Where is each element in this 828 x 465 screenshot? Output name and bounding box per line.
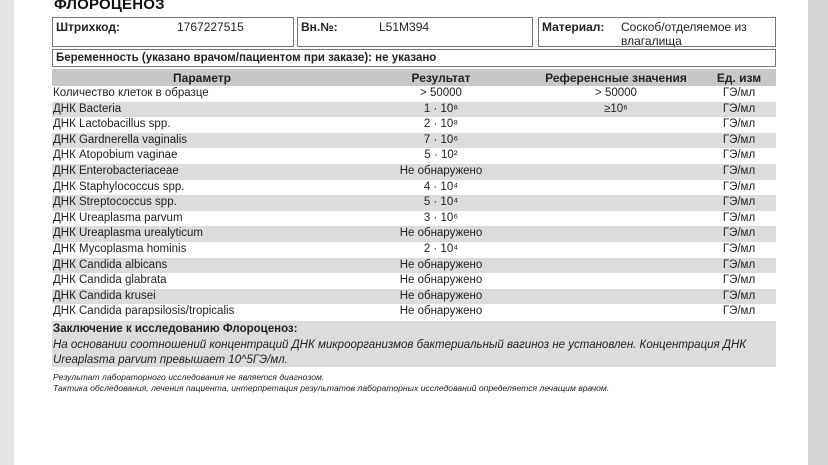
table-row (52, 273, 776, 289)
row-unit: ГЭ/мл (722, 305, 756, 318)
row-parameter: ДНК Atopobium vaginae (53, 149, 178, 162)
row-parameter: ДНК Lactobacillus spp. (53, 118, 171, 131)
row-result: 4 · 10⁴ (423, 180, 459, 193)
material-value-line1: Соскоб/отделяемое из (621, 20, 747, 34)
row-reference: > 50000 (595, 87, 637, 99)
table-row (52, 117, 776, 133)
row-parameter: ДНК Candida krusei (52, 289, 352, 305)
row-reference (530, 180, 702, 196)
barcode-label: Штрихкод: (56, 20, 120, 34)
row-reference (530, 117, 702, 133)
disclaimer-line2: Тактика обследования, лечения пациента, интерпретация результатов лабораторных исследований определяется лечащим врачом. (53, 383, 610, 393)
row-unit: ГЭ/мл (702, 164, 776, 180)
internal-number-box (297, 17, 533, 47)
row-unit: ГЭ/мл (702, 289, 776, 305)
row-parameter: ДНК Enterobacteriaceae (52, 164, 352, 180)
conclusion-block (52, 321, 776, 367)
row-reference (530, 258, 702, 274)
row-reference (530, 273, 702, 289)
table-row (52, 242, 776, 258)
row-parameter: ДНК Candida albicans (52, 258, 352, 274)
material-label: Материал: (542, 20, 605, 34)
row-reference (530, 164, 702, 180)
row-result: Не обнаружено (399, 305, 483, 318)
internal-number-value: L51M394 (379, 20, 430, 34)
row-result: 1 · 10⁸ (352, 102, 530, 118)
row-unit: ГЭ/мл (702, 102, 776, 118)
row-parameter: Количество клеток в образце (53, 87, 209, 99)
row-result: 2 · 10⁴ (423, 242, 459, 255)
header-unit: Ед. изм (702, 69, 776, 86)
table-row (52, 180, 776, 196)
table-row (52, 258, 776, 274)
material-value-line2: влагалища (621, 34, 682, 48)
row-parameter: ДНК Candida parapsilosis/tropicalis (53, 305, 235, 318)
table-row (52, 195, 776, 211)
table-row (52, 86, 776, 102)
row-parameter: ДНК Gardnerella vaginalis (52, 133, 352, 149)
conclusion-heading: Заключение к исследованию Флороценоз: (53, 323, 298, 335)
row-reference (530, 133, 702, 149)
row-unit: ГЭ/мл (722, 211, 756, 224)
row-result: 5 · 10² (424, 149, 458, 162)
row-result: Не обнаружено (352, 164, 530, 180)
table-row (52, 211, 776, 227)
row-unit: ГЭ/мл (722, 118, 756, 131)
disclaimer-line1: Результат лабораторного исследования не является диагнозом. (53, 372, 325, 382)
row-parameter: ДНК Streptococcus spp. (52, 195, 352, 211)
row-unit: ГЭ/мл (702, 226, 776, 242)
table-row (52, 226, 776, 242)
document-title: ФЛОРОЦЕНОЗ (54, 0, 165, 13)
row-unit: ГЭ/мл (722, 87, 756, 99)
table-row (52, 102, 776, 118)
conclusion-text: На основании соотношений концентраций ДНК микроорганизмов бактериальный вагиноз не установлен. Концентрация ДНК Ureaplasma parvum превышает 10^5ГЭ/мл. (53, 339, 747, 366)
row-unit: ГЭ/мл (702, 195, 776, 211)
row-result: Не обнаружено (352, 258, 530, 274)
header-result: Результат (352, 69, 530, 86)
row-result: Не обнаружено (399, 274, 483, 287)
row-reference (530, 304, 702, 320)
row-reference: ≥10⁶ (530, 102, 702, 118)
row-result: Не обнаружено (352, 226, 530, 242)
row-unit: ГЭ/мл (722, 149, 756, 162)
row-reference (530, 148, 702, 164)
material-box (538, 17, 776, 47)
row-parameter: ДНК Bacteria (52, 102, 352, 118)
row-unit: ГЭ/мл (702, 133, 776, 149)
barcode-value: 1767227515 (177, 20, 244, 34)
row-parameter: ДНК Staphylococcus spp. (53, 180, 185, 193)
header-parameter: Параметр (52, 69, 352, 86)
document-page (14, 0, 808, 465)
row-reference (530, 226, 702, 242)
row-result: Не обнаружено (352, 289, 530, 305)
table-row (52, 164, 776, 180)
row-result: 5 · 10⁴ (352, 195, 530, 211)
row-result: 2 · 10⁸ (423, 118, 459, 131)
row-reference (530, 195, 702, 211)
table-row (52, 133, 776, 149)
row-result: > 50000 (420, 87, 462, 99)
row-parameter: ДНК Ureaplasma urealyticum (52, 226, 352, 242)
internal-number-label: Вн.№: (301, 20, 338, 34)
row-result: 3 · 10⁶ (423, 211, 459, 224)
page-left-edge (0, 0, 14, 465)
row-parameter: ДНК Candida glabrata (53, 274, 167, 287)
results-table (52, 69, 776, 320)
row-reference (530, 289, 702, 305)
row-reference (530, 211, 702, 227)
row-unit: ГЭ/мл (722, 180, 756, 193)
page-right-edge (808, 0, 828, 465)
row-parameter: ДНК Mycoplasma hominis (53, 242, 187, 255)
table-row (52, 304, 776, 320)
table-row (52, 289, 776, 305)
row-unit: ГЭ/мл (722, 242, 756, 255)
row-unit: ГЭ/мл (702, 258, 776, 274)
header-reference: Референсные значения (530, 69, 702, 86)
barcode-box (52, 17, 294, 47)
row-unit: ГЭ/мл (722, 274, 756, 287)
table-header-row (52, 69, 776, 86)
row-result: 7 · 10⁶ (352, 133, 530, 149)
pregnancy-status: Беременность (указано врачом/пациентом при заказе): не указано (52, 49, 776, 67)
table-row (52, 148, 776, 164)
row-parameter: ДНК Ureaplasma parvum (53, 211, 183, 224)
row-reference (530, 242, 702, 258)
